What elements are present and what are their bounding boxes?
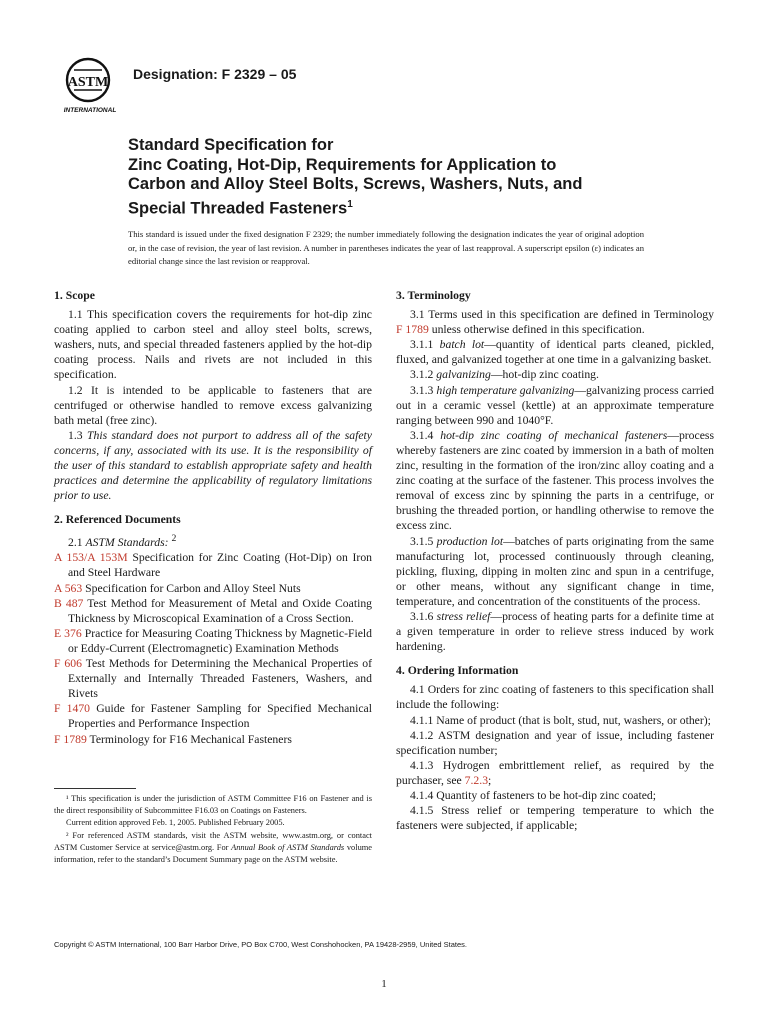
page-number: 1 [381,978,387,990]
title-line-4: Special Threaded Fasteners$^1$ [128,198,353,217]
definition-item: 3.1.2 galvanizing—hot-dip zinc coating. [410,368,599,382]
ordering-4-1-4: 4.1.4 Quantity of fasteners to be hot-dip zinc coated; [410,789,657,802]
reference-item: A 153/A 153M Specification for Zinc Coating (Hot-Dip) on Iron and Steel Hardware [54,551,373,580]
title-footnote-ref[interactable]: 1 [347,198,353,210]
reference-code-link[interactable]: F 1789 [54,732,87,746]
scope-1-1: 1.1 This specification covers the requirements for hot-dip zinc coating applied to carbon steel and alloy steel bolts, screws, washers, nuts, and special threaded fasteners applied by the hot-dip coating process. Nails and rivets are not included in this specification. [54,308,372,382]
definition-list [396,337,714,654]
reference-item: B 487 Test Method for Measurement of Metal and Oxide Coating Thickness by Microscopical Examination of a Cross Section. [54,596,373,625]
title-line-3: Carbon and Alloy Steel Bolts, Screws, Washers, Nuts, and [128,175,583,193]
definition-item: 3.1.1 batch lot—quantity of identical parts cleaned, pickled, fluxed, and galvanized together at one time in a galvanizing basket. [396,338,714,367]
scope-1-3: 1.3 This standard does not purport to address all of the safety concerns, if any, associated with its use. It is the responsibility of the user of this standard to establish appropriate safety and health practices and determine the applicability of regulatory limitations prior to use. [54,428,372,503]
reference-item: F 606 Test Methods for Determining the Mechanical Properties of Externally and Internally Threaded Fasteners, Washers, and Rivets [54,657,372,701]
link-7-2-3[interactable]: 7.2.3 [464,773,489,787]
reference-code-link[interactable]: F 606 [54,657,82,671]
referenced-heading: 2. Referenced Documents [54,513,181,527]
ordering-4-1-2: 4.1.2 ASTM designation and year of issue, including fastener specification number; [396,728,714,757]
definition-item: 3.1.5 production lot—batches of parts originating from the same manufacturing lot, processed continuously through cleaning, pickling, fluxing, dipping in molten zinc and spun in a centrifuge, or other means, without any significant change in time, temperature, and concentration of the constituents of the process. [396,534,714,608]
terminology-heading: 3. Terminology [396,289,471,302]
astm-logo [60,56,122,116]
ordering-4-1-1: 4.1.1 Name of product (that is bolt, stud, nut, washers, or other); [410,713,711,727]
definition-item: 3.1.6 stress relief—process of heating parts for a definite time at a given temperature in order to relieve stress induced by work hardening. [396,609,715,654]
terminology-3-1: 3.1 Terms used in this specification are defined in Terminology F 1789 unless otherwise defined in this specification. [396,308,714,337]
scope-1-2: 1.2 It is intended to be applicable to fasteners that are centrifuged or otherwise handled to remove excess galvanizing bath metal (free zinc). [54,383,372,427]
copyright-line: Copyright © ASTM International, 100 Barr Harbor Drive, PO Box C700, West Conshohocken, PA 19428-2959, United States. [54,940,467,949]
reference-item: E 376 Practice for Measuring Coating Thickness by Magnetic-Field or Eddy-Current (Electromagnetic) Examination Methods [54,626,373,655]
logo-text: ASTM [67,75,109,90]
reference-code-link[interactable]: A 563 [54,581,83,595]
footnote-1: ¹ This specification is under the jurisdiction of ASTM Committee F16 on Fastener and is the direct responsibility of Subcommittee F16.03 on Coatings on Fasteners. [54,794,372,816]
left-column [54,288,372,747]
reference-list [54,550,372,746]
document-title [128,136,728,219]
reference-item: A 563 Specification for Carbon and Alloy Steel Nuts [54,581,301,595]
footnote-2: ² For referenced ASTM standards, visit the ASTM website, www.astm.org, or contact ASTM Customer Service at service@astm.org. For Annual Book of ASTM Standards volume information, refer to the standard’s Document Summary page on the ASTM website. [54,830,372,865]
ordering-4-1: 4.1 Orders for zinc coating of fasteners to this specification shall include the following: [396,683,714,712]
footnote-1-edition: Current edition approved Feb. 1, 2005. Published February 2005. [66,818,285,828]
definition-item: 3.1.4 hot-dip zinc coating of mechanical fasteners—process whereby fasteners are zinc coated by immersion in a bath of molten zinc, resulting in the formation of the iron/zinc alloy coating and a zinc coating at the surface of the fastener. This process involves the removal of excess zinc by spinning the parts in a centrifuge, or brushing the threaded portion, or handling otherwise to remove the excess zinc. [396,428,714,533]
logo-subtext: INTERNATIONAL [63,107,117,114]
reference-item: F 1470 Guide for Fastener Sampling for Specified Mechanical Properties and Performance Inspection [54,702,372,731]
reference-code-link[interactable]: B 487 [54,596,84,610]
right-column [396,288,714,833]
footnote-divider [54,788,136,789]
reference-item: F 1789 Terminology for F16 Mechanical Fasteners [54,732,292,746]
link-f1789[interactable]: F 1789 [396,323,429,337]
ordering-heading: 4. Ordering Information [396,664,519,678]
issuance-notice: This standard is issued under the fixed designation F 2329; the number immediately following the designation indicates the year of original adoption or, in the case of revision, the year of last revision. A number in parentheses indicates the year of last reapproval. A superscript epsilon (ε) indicates an editorial change since the last revision or reapproval. [128,229,644,266]
title-line-2: Zinc Coating, Hot-Dip, Requirements for Application to [128,155,557,174]
designation: Designation: F 2329 – 05 [133,66,297,82]
reference-code-link[interactable]: F 1470 [54,702,91,716]
reference-code-link[interactable]: A 153/A 153M [54,551,128,565]
ordering-4-1-5: 4.1.5 Stress relief or tempering temperature to which the fasteners were subjected, if applicable; [396,804,714,833]
footnotes [54,793,372,866]
referenced-intro: 2.1 ASTM Standards: $^2$ [68,533,177,550]
reference-code-link[interactable]: E 376 [54,626,82,640]
title-line-1: Standard Specification for [128,136,334,154]
definition-item: 3.1.3 high temperature galvanizing—galvanizing process carried out in a ceramic vessel (kettle) at an approximate temperature ranging between 990 and 1040°F. [396,383,715,427]
scope-heading: 1. Scope [54,289,95,302]
ordering-4-1-3: 4.1.3 Hydrogen embrittlement relief, as required by the purchaser, see 7.2.3; [396,758,714,787]
